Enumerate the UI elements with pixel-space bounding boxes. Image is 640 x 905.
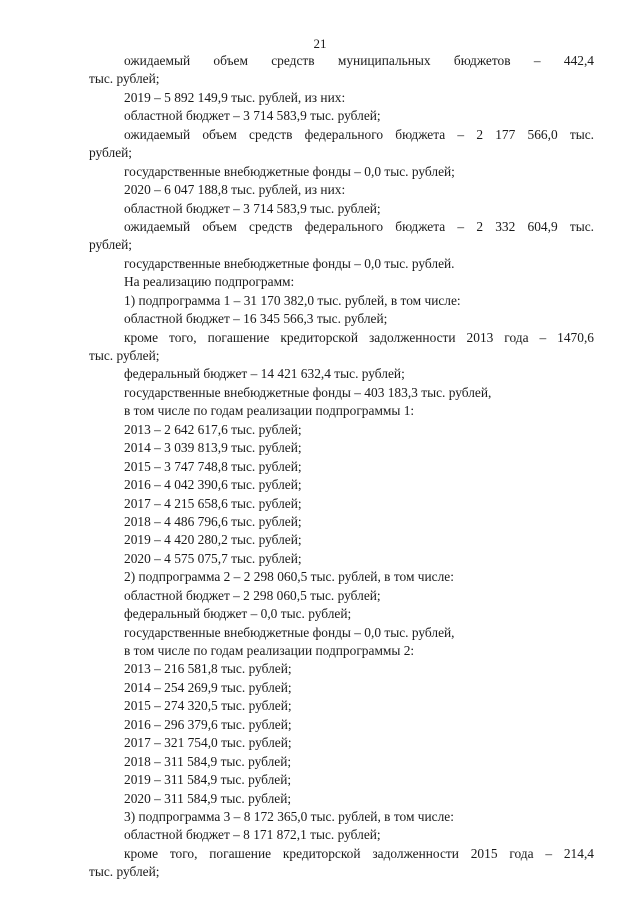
text-line: областной бюджет – 16 345 566,3 тыс. рублей;: [124, 311, 388, 327]
text-line: тыс. рублей;: [89, 71, 160, 87]
text-line: областной бюджет – 2 298 060,5 тыс. рублей;: [124, 587, 381, 603]
text-line: 2019 – 4 420 280,2 тыс. рублей;: [124, 532, 302, 548]
text-line: государственные внебюджетные фонды – 0,0 тыс. рублей.: [124, 255, 455, 271]
text-line: 2015 – 274 320,5 тыс. рублей;: [124, 698, 292, 714]
text-line: тыс. рублей;: [89, 864, 160, 880]
text-line: 2018 – 4 486 796,6 тыс. рублей;: [124, 513, 302, 529]
document-body: [89, 52, 594, 882]
text-line: 2017 – 4 215 658,6 тыс. рублей;: [124, 495, 302, 511]
text-line: 3) подпрограмма 3 – 8 172 365,0 тыс. рублей, в том числе:: [124, 808, 454, 824]
text-line: 2017 – 321 754,0 тыс. рублей;: [124, 735, 292, 751]
text-line: тыс. рублей;: [89, 348, 160, 363]
text-line: ожидаемый объем средств муниципальных бюджетов – 442,4: [124, 53, 594, 68]
text-line: ожидаемый объем средств федерального бюджета – 2 177 566,0 тыс.: [124, 126, 594, 142]
text-line: 2018 – 311 584,9 тыс. рублей;: [124, 753, 292, 769]
text-line: На реализацию подпрограмм:: [124, 274, 295, 290]
text-line: ожидаемый объем средств федерального бюджета – 2 332 604,9 тыс.: [124, 218, 594, 234]
text-line: 2019 – 5 892 149,9 тыс. рублей, из них:: [124, 89, 346, 105]
text-line: рублей;: [89, 237, 133, 253]
text-line: федеральный бюджет – 0,0 тыс. рублей;: [124, 606, 352, 622]
text-line: 2013 – 216 581,8 тыс. рублей;: [124, 661, 292, 677]
text-line: государственные внебюджетные фонды – 0,0 тыс. рублей,: [124, 624, 455, 640]
text-line: 2013 – 2 642 617,6 тыс. рублей;: [124, 421, 302, 437]
text-line: 2016 – 4 042 390,6 тыс. рублей;: [124, 477, 302, 493]
text-line: государственные внебюджетные фонды – 403 183,3 тыс. рублей,: [124, 384, 492, 400]
text-line: 2020 – 4 575 075,7 тыс. рублей;: [124, 550, 302, 566]
text-line: 2014 – 254 269,9 тыс. рублей;: [124, 679, 292, 695]
text-line: 2) подпрограмма 2 – 2 298 060,5 тыс. рублей, в том числе:: [124, 569, 454, 585]
text-line: рублей;: [89, 145, 133, 161]
text-line: 2014 – 3 039 813,9 тыс. рублей;: [124, 440, 302, 456]
text-line: 2016 – 296 379,6 тыс. рублей;: [124, 716, 292, 732]
text-line: областной бюджет – 3 714 583,9 тыс. рублей;: [124, 108, 381, 124]
text-line: в том числе по годам реализации подпрограммы 2:: [124, 643, 415, 658]
text-line: областной бюджет – 3 714 583,9 тыс. рублей;: [124, 200, 381, 216]
text-line: областной бюджет – 8 171 872,1 тыс. рублей;: [124, 827, 381, 843]
text-line: кроме того, погашение кредиторской задолженности 2013 года – 1470,6: [124, 329, 594, 345]
page-number: 21: [313, 36, 327, 51]
text-line: государственные внебюджетные фонды – 0,0 тыс. рублей;: [124, 163, 455, 179]
text-line: 2015 – 3 747 748,8 тыс. рублей;: [124, 458, 302, 474]
text-line: 2019 – 311 584,9 тыс. рублей;: [124, 772, 292, 788]
text-line: 2020 – 6 047 188,8 тыс. рублей, из них:: [124, 182, 346, 198]
text-line: федеральный бюджет – 14 421 632,4 тыс. рублей;: [124, 366, 405, 382]
text-line: кроме того, погашение кредиторской задолженности 2015 года – 214,4: [124, 845, 594, 861]
text-line: 1) подпрограмма 1 – 31 170 382,0 тыс. рублей, в том числе:: [124, 292, 461, 308]
text-line: 2020 – 311 584,9 тыс. рублей;: [124, 790, 292, 806]
text-line: в том числе по годам реализации подпрограммы 1:: [124, 403, 415, 419]
